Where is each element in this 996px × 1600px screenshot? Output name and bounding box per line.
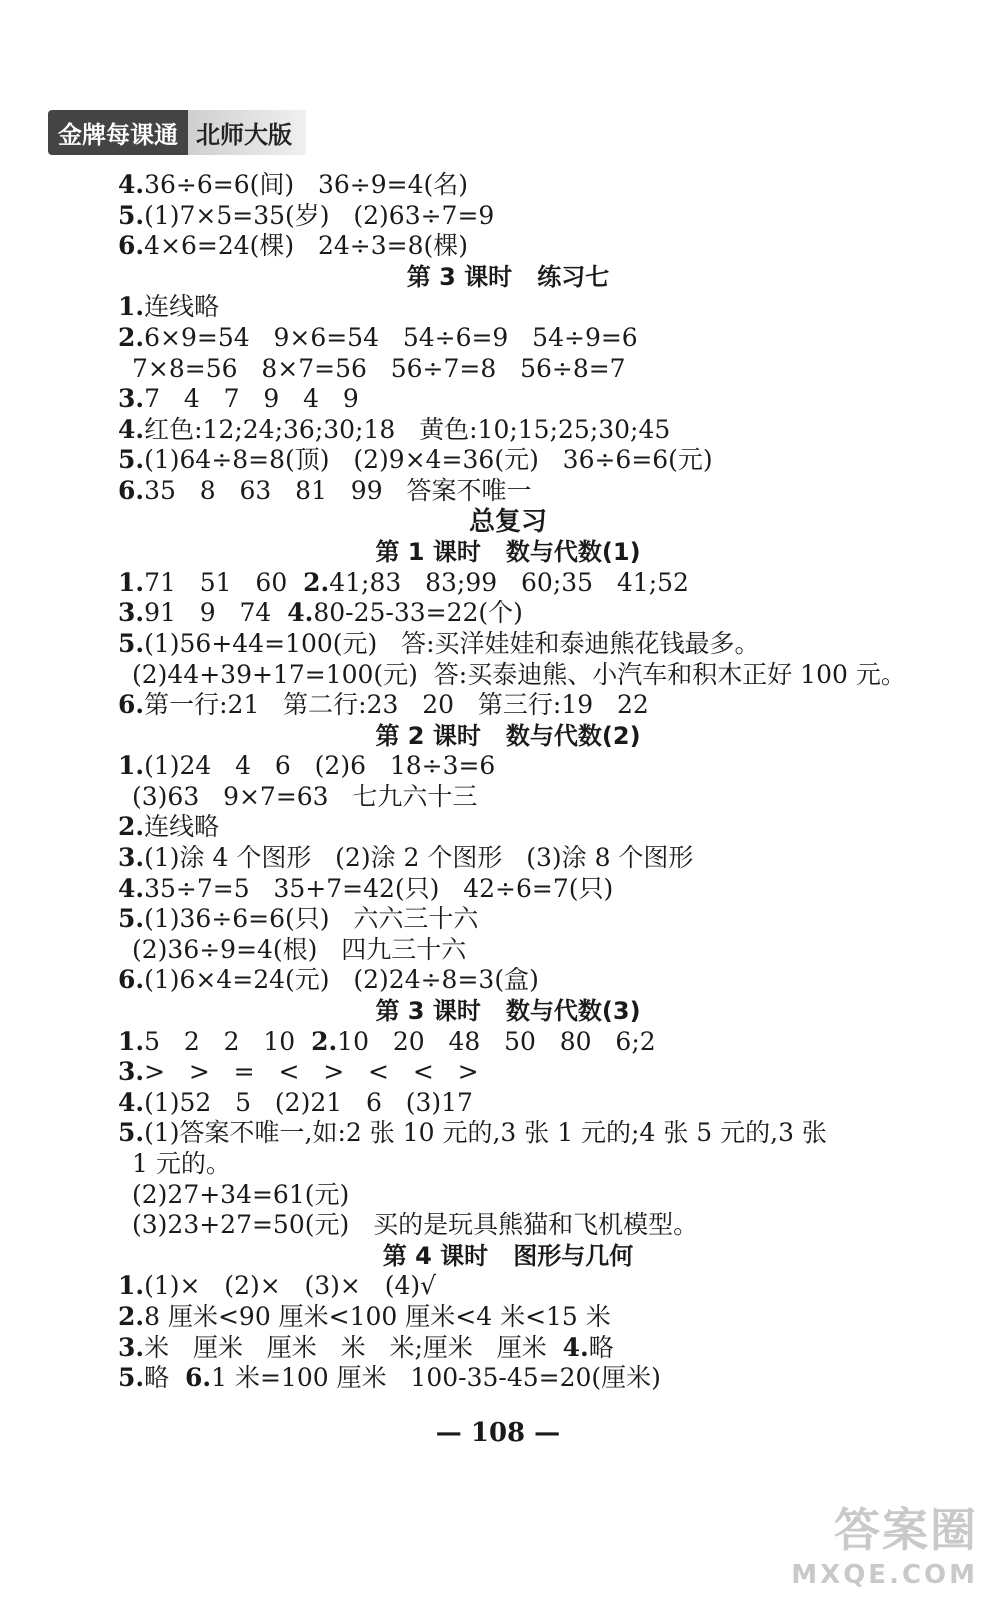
answer-continuation-line bbox=[118, 782, 938, 813]
answer-text: (1)24 4 6 (2)6 18÷3=6 bbox=[144, 751, 496, 781]
answer-continuation-line bbox=[118, 1149, 938, 1180]
question-number: 4. bbox=[118, 873, 145, 903]
answer-text: 红色:12;24;36;30;18 黄色:10;15;25;30;45 bbox=[144, 414, 671, 444]
question-number: 5. bbox=[118, 200, 145, 230]
series-name: 金牌每课通 bbox=[48, 110, 188, 155]
answer-line bbox=[118, 812, 938, 843]
answer-text: (1)52 5 (2)21 6 (3)17 bbox=[144, 1087, 473, 1117]
question-number: 3. bbox=[118, 843, 145, 873]
question-number: 3. bbox=[118, 1057, 145, 1087]
question-number: 3. bbox=[118, 598, 145, 628]
question-number: 5. bbox=[118, 628, 145, 658]
answer-text: 41;83 83;99 60;35 41;52 bbox=[329, 567, 689, 597]
answer-text: (1)7×5=35(岁) (2)63÷7=9 bbox=[144, 200, 495, 230]
answer-text: > > = < > < < > bbox=[144, 1057, 479, 1087]
answer-text: 8 厘米<90 厘米<100 厘米<4 米<15 米 bbox=[144, 1301, 611, 1331]
answer-text: 1 米=100 厘米 100-35-45=20(厘米) bbox=[211, 1363, 661, 1393]
answer-text: 36÷6=6(间) 36÷9=4(名) bbox=[144, 170, 468, 199]
question-number: 3. bbox=[118, 1332, 145, 1362]
answer-line bbox=[118, 170, 938, 201]
answer-text: 4×6=24(棵) 24÷3=8(棵) bbox=[144, 231, 468, 261]
answer-continuation-line bbox=[118, 354, 938, 385]
answer-text: 第一行:21 第二行:23 20 第三行:19 22 bbox=[144, 690, 649, 720]
question-number: 2. bbox=[118, 322, 145, 352]
answer-text: (1)64÷8=8(顶) (2)9×4=36(元) 36÷6=6(元) bbox=[144, 445, 713, 475]
question-number: 6. bbox=[118, 965, 145, 995]
answer-line bbox=[118, 1118, 938, 1149]
answer-line bbox=[118, 874, 938, 905]
answer-line bbox=[118, 323, 938, 354]
edition-name: 北师大版 bbox=[188, 110, 306, 155]
question-number: 4. bbox=[562, 1332, 589, 1362]
answer-line bbox=[118, 690, 938, 721]
answer-text: (1)× (2)× (3)× (4)√ bbox=[144, 1271, 437, 1301]
answer-line bbox=[118, 1027, 938, 1058]
question-number: 5. bbox=[118, 1363, 145, 1393]
book-brand-banner bbox=[48, 112, 306, 152]
answer-text: 6×9=54 9×6=54 54÷6=9 54÷9=6 bbox=[144, 322, 638, 352]
page-number: — 108 — bbox=[435, 1418, 561, 1448]
answer-text: (3)63 9×7=63 七九六十三 bbox=[132, 781, 478, 811]
question-number: 2. bbox=[303, 567, 330, 597]
answer-line bbox=[118, 598, 938, 629]
question-number: 6. bbox=[118, 690, 145, 720]
question-number: 1. bbox=[118, 567, 145, 597]
question-number: 1. bbox=[118, 751, 145, 781]
answer-text: 71 51 60 bbox=[144, 567, 304, 597]
answer-text: 91 9 74 bbox=[144, 598, 288, 628]
lesson-heading: 第 3 课时 练习七 bbox=[406, 262, 610, 291]
answer-text: (1)答案不唯一,如:2 张 10 元的,3 张 1 元的;4 张 5 元的,3 张 bbox=[144, 1118, 827, 1148]
answer-line bbox=[118, 231, 938, 262]
answer-text: 米 厘米 厘米 米 米;厘米 厘米 bbox=[144, 1332, 563, 1362]
lesson-heading: 第 1 课时 数与代数(1) bbox=[375, 538, 641, 567]
question-number: 6. bbox=[118, 231, 145, 261]
question-number: 4. bbox=[118, 1087, 145, 1117]
answer-line bbox=[118, 1271, 938, 1302]
answer-text: 7 4 7 9 4 9 bbox=[144, 384, 359, 414]
answer-text: 10 20 48 50 80 6;2 bbox=[337, 1026, 656, 1056]
answer-text: 1 元的。 bbox=[132, 1149, 231, 1178]
answer-line bbox=[118, 568, 938, 599]
answer-line bbox=[118, 904, 938, 935]
question-number: 2. bbox=[311, 1026, 338, 1056]
question-number: 4. bbox=[118, 170, 145, 199]
answer-text: (2)27+34=61(元) bbox=[132, 1179, 350, 1209]
question-number: 1. bbox=[118, 1026, 145, 1056]
answer-text: 5 2 2 10 bbox=[144, 1026, 312, 1056]
question-number: 4. bbox=[287, 598, 314, 628]
watermark-url: MXQE.COM bbox=[791, 1560, 978, 1590]
question-number: 6. bbox=[118, 475, 145, 505]
lesson-heading: 第 2 课时 数与代数(2) bbox=[375, 721, 641, 750]
answer-continuation-line bbox=[118, 1180, 938, 1211]
answer-text: (2)36÷9=4(根) 四九三十六 bbox=[132, 934, 467, 964]
answer-continuation-line bbox=[118, 660, 938, 691]
question-number: 4. bbox=[118, 414, 145, 444]
answer-text: (1)6×4=24(元) (2)24÷8=3(盒) bbox=[144, 965, 539, 995]
answer-text: 35÷7=5 35+7=42(只) 42÷6=7(只) bbox=[144, 873, 614, 903]
answer-line bbox=[118, 445, 938, 476]
answer-line bbox=[118, 751, 938, 782]
answer-text: (1)36÷6=6(只) 六六三十六 bbox=[144, 904, 479, 934]
answer-text: 略 bbox=[144, 1363, 186, 1393]
answer-text: (3)23+27=50(元) 买的是玩具熊猫和飞机模型。 bbox=[132, 1210, 699, 1240]
question-number: 5. bbox=[118, 1118, 145, 1148]
answer-text: (2)44+39+17=100(元) 答:买泰迪熊、小汽车和积木正好 100 元。 bbox=[132, 659, 906, 689]
answer-line bbox=[118, 476, 938, 507]
answer-text: (1)涂 4 个图形 (2)涂 2 个图形 (3)涂 8 个图形 bbox=[144, 843, 694, 873]
answer-content bbox=[118, 170, 938, 1394]
answer-text: 80-25-33=22(个) bbox=[313, 598, 523, 628]
answer-text: 连线略 bbox=[144, 812, 220, 842]
question-number: 3. bbox=[118, 384, 145, 414]
question-number: 2. bbox=[118, 1301, 145, 1331]
question-number: 6. bbox=[185, 1363, 212, 1393]
question-number: 5. bbox=[118, 904, 145, 934]
answer-line bbox=[118, 201, 938, 232]
answer-line bbox=[118, 292, 938, 323]
lesson-heading: 第 3 课时 数与代数(3) bbox=[375, 997, 641, 1026]
answer-line bbox=[118, 415, 938, 446]
answer-text: 连线略 bbox=[144, 292, 220, 322]
answer-line bbox=[118, 965, 938, 996]
answer-continuation-line bbox=[118, 935, 938, 966]
answer-text: 35 8 63 81 99 答案不唯一 bbox=[144, 475, 532, 505]
question-number: 1. bbox=[118, 292, 145, 322]
answer-line bbox=[118, 1363, 938, 1394]
question-number: 1. bbox=[118, 1271, 145, 1301]
answer-text: (1)56+44=100(元) 答:买洋娃娃和泰迪熊花钱最多。 bbox=[144, 628, 760, 658]
answer-line bbox=[118, 629, 938, 660]
site-watermark bbox=[791, 1494, 978, 1590]
answer-line bbox=[118, 1333, 938, 1364]
question-number: 5. bbox=[118, 445, 145, 475]
answer-text: 7×8=56 8×7=56 56÷7=8 56÷8=7 bbox=[132, 353, 626, 383]
answer-line bbox=[118, 384, 938, 415]
answer-line bbox=[118, 1057, 938, 1088]
watermark-logo-text: 答案圈 bbox=[834, 1503, 978, 1557]
answer-continuation-line bbox=[118, 1210, 938, 1241]
answer-line bbox=[118, 1088, 938, 1119]
answer-line bbox=[118, 843, 938, 874]
question-number: 2. bbox=[118, 812, 145, 842]
answer-text: 略 bbox=[588, 1332, 614, 1362]
answer-line bbox=[118, 1302, 938, 1333]
section-title: 总复习 bbox=[468, 506, 547, 537]
lesson-heading: 第 4 课时 图形与几何 bbox=[382, 1241, 634, 1270]
